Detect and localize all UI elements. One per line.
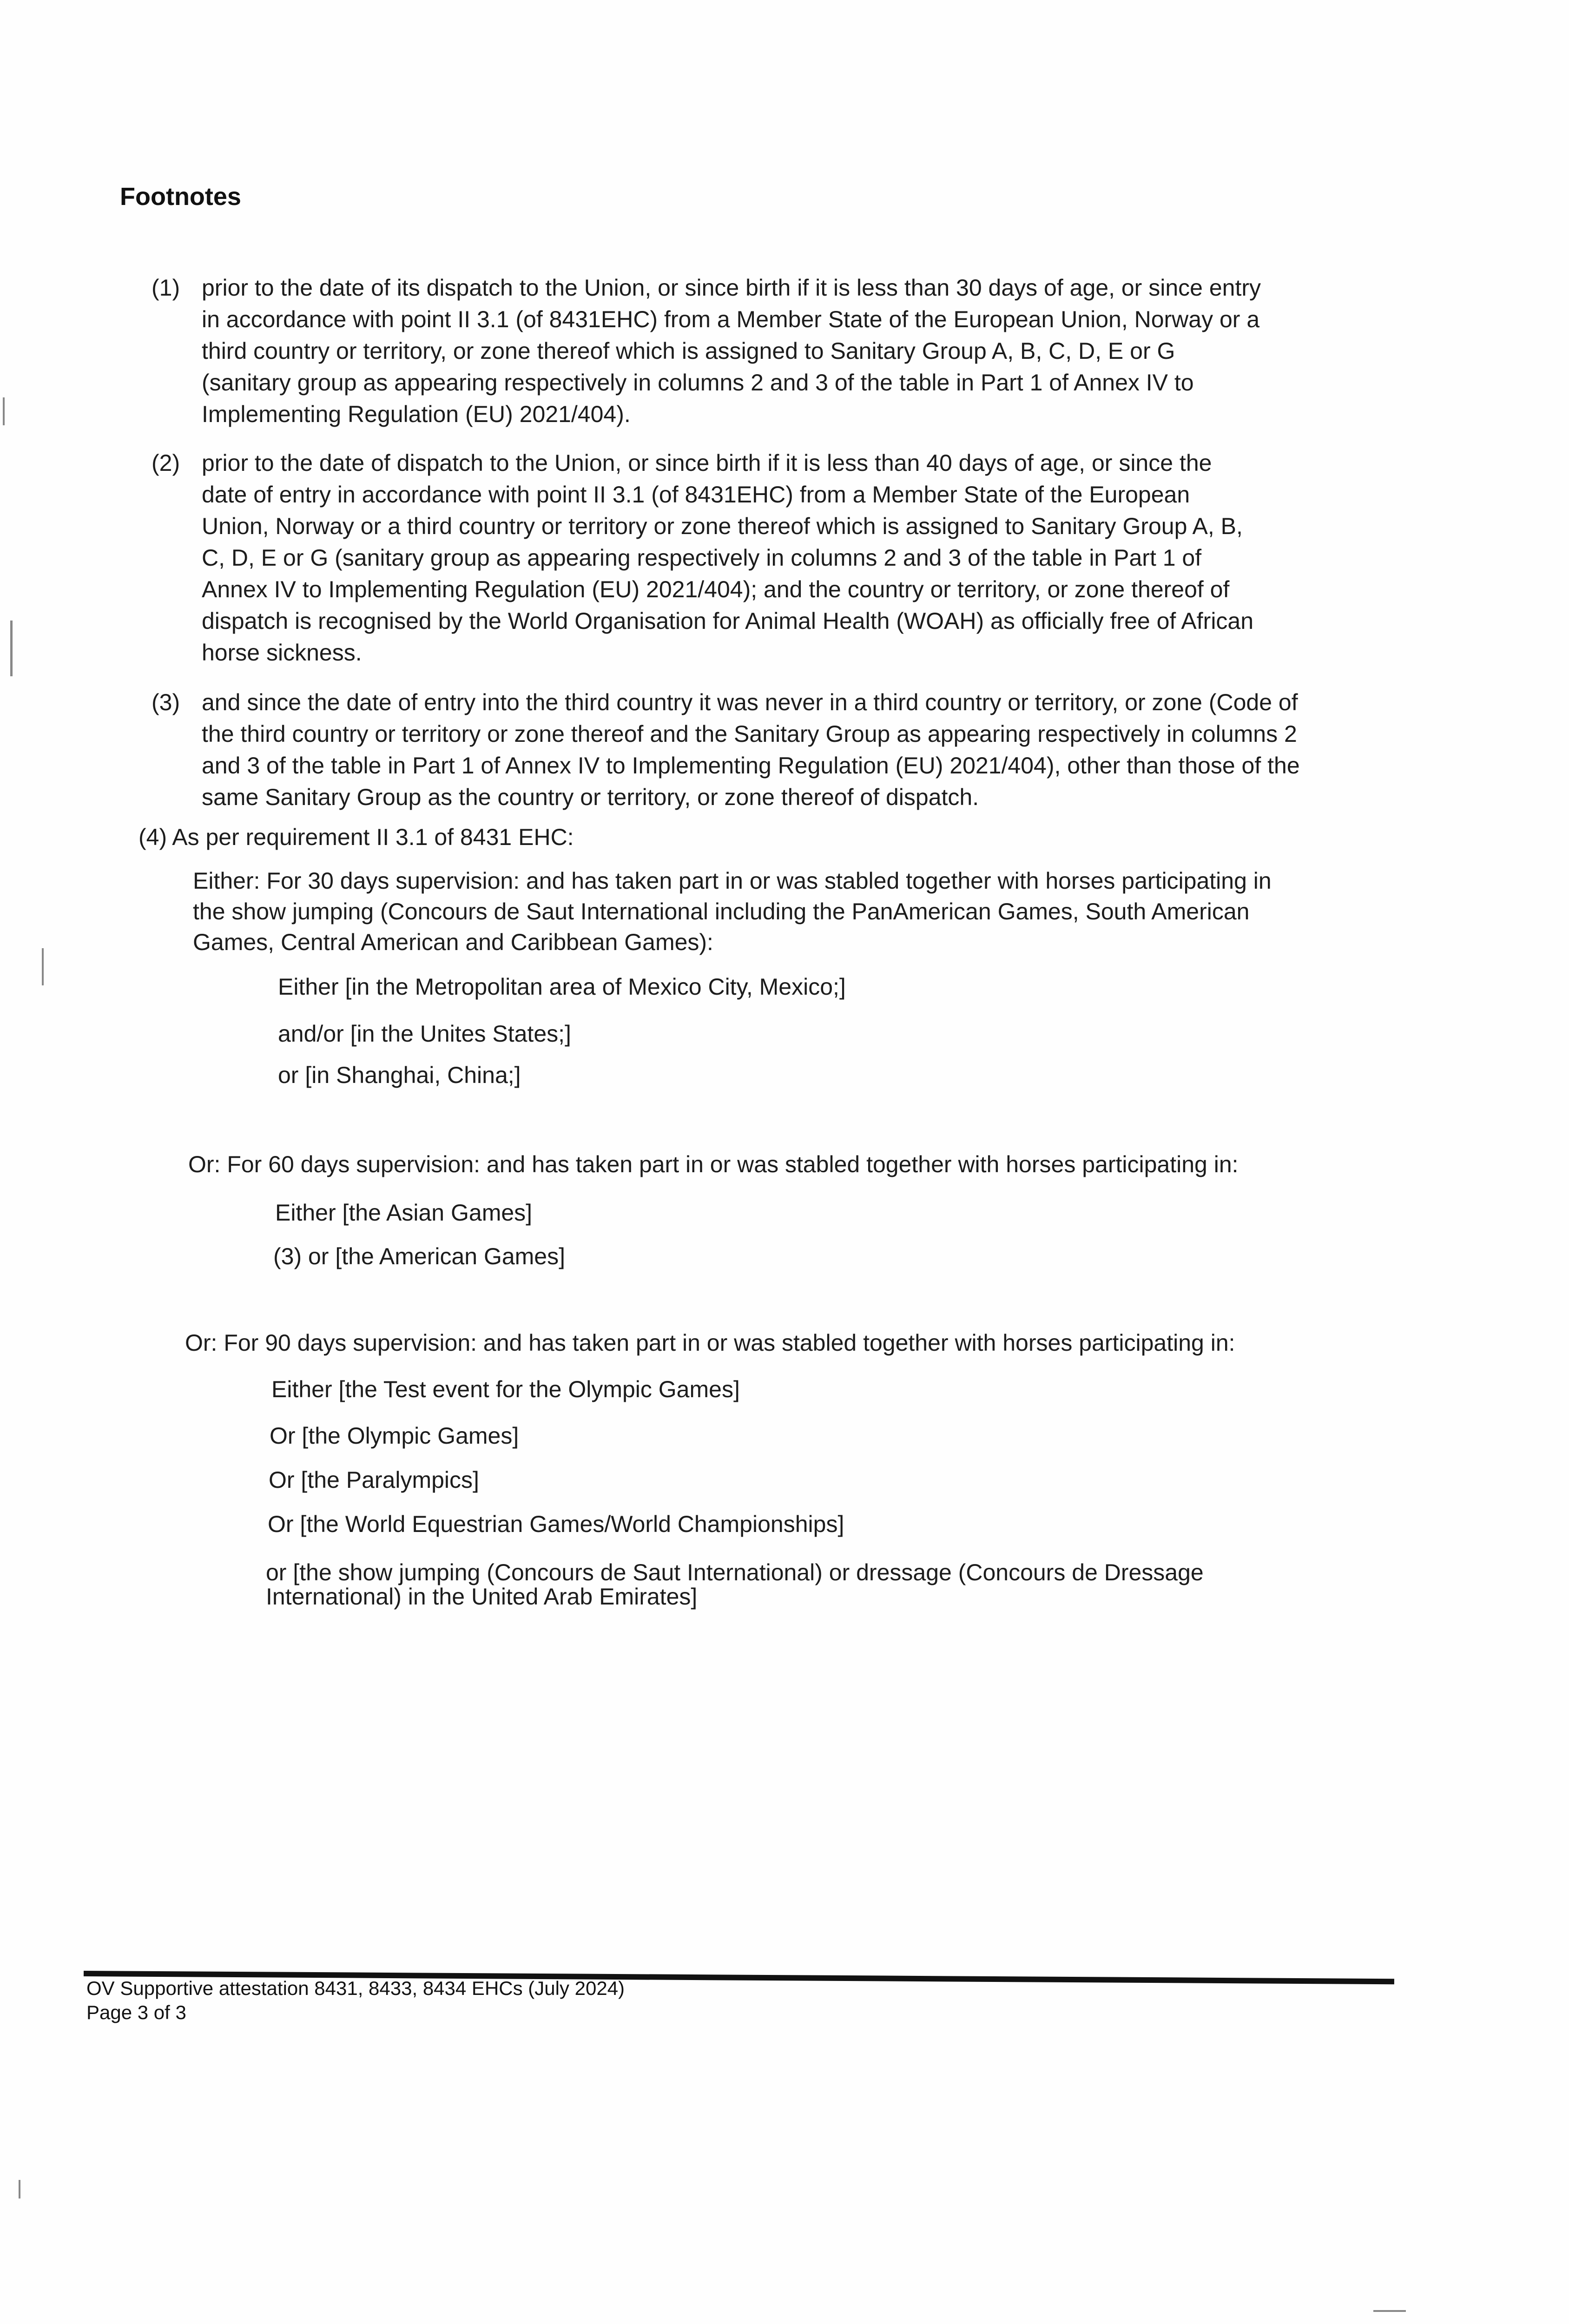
option-30-item-2: and/or [in the Unites States;]: [278, 1021, 571, 1047]
option-90-item-3: Or [the Paralympics]: [269, 1467, 479, 1493]
footnote-line: prior to the date of dispatch to the Union, or since birth if it is less than 40 days of age, or since the: [202, 450, 1212, 476]
option-line: Games, Central American and Caribbean Games):: [193, 929, 713, 955]
scan-mark: [3, 397, 5, 425]
footnote-line: prior to the date of its dispatch to the Union, or since birth if it is less than 30 days of age, or since entry: [202, 275, 1261, 301]
option-30-item-3: or [in Shanghai, China;]: [278, 1062, 521, 1088]
footnote-line: Annex IV to Implementing Regulation (EU) 2021/404); and the country or territory, or zone thereof of: [202, 576, 1230, 602]
option-30-item-1: Either [in the Metropolitan area of Mexico City, Mexico;]: [278, 974, 846, 1000]
footnote-line: horse sickness.: [202, 640, 362, 666]
footnote-line: third country or territory, or zone thereof which is assigned to Sanitary Group A, B, C, D, E or G: [202, 338, 1175, 364]
scan-mark: [10, 621, 13, 676]
scan-mark: [42, 948, 44, 985]
footnote-line: dispatch is recognised by the World Organisation for Animal Health (WOAH) as officially free of African: [202, 608, 1254, 634]
option-60-days: Or: For 60 days supervision: and has taken part in or was stabled together with horses participating in:: [188, 1151, 1239, 1177]
footnote-number: (3): [152, 689, 180, 715]
footnote-line: and since the date of entry into the third country it was never in a third country or territory, or zone (Code of: [202, 689, 1298, 715]
footnote-line: in accordance with point II 3.1 (of 8431EHC) from a Member State of the European Union, Norway or a: [202, 306, 1260, 332]
option-90-item-1: Either [the Test event for the Olympic Games]: [271, 1376, 740, 1402]
footnote-line: Implementing Regulation (EU) 2021/404).: [202, 401, 631, 427]
option-90-days: Or: For 90 days supervision: and has taken part in or was stabled together with horses participating in:: [185, 1330, 1235, 1356]
page-heading: Footnotes: [120, 183, 241, 211]
footnote-number: (1): [152, 275, 180, 301]
footer-attestation: OV Supportive attestation 8431, 8433, 8434 EHCs (July 2024): [86, 1977, 625, 1999]
footnote-line: Union, Norway or a third country or territory or zone thereof which is assigned to Sanitary Group A, B,: [202, 513, 1243, 539]
footnote-line: and 3 of the table in Part 1 of Annex IV to Implementing Regulation (EU) 2021/404), other than those of the: [202, 753, 1300, 779]
option-60-item-1: Either [the Asian Games]: [275, 1200, 533, 1226]
option-line: or [the show jumping (Concours de Saut International) or dressage (Concours de Dressage: [266, 1559, 1204, 1585]
option-60-item-2: (3) or [the American Games]: [273, 1243, 566, 1269]
footnote-1: [153, 272, 1445, 430]
option-30-days: [193, 865, 1383, 957]
footnote-2: [153, 447, 1445, 668]
footnote-line: (sanitary group as appearing respectively in columns 2 and 3 of the table in Part 1 of Annex IV to: [202, 370, 1194, 396]
option-90-item-4: Or [the World Equestrian Games/World Championships]: [268, 1511, 844, 1537]
footnote-line: the third country or territory or zone thereof and the Sanitary Group as appearing respectively in columns 2: [202, 721, 1297, 747]
footnote-line: same Sanitary Group as the country or territory, or zone thereof of dispatch.: [202, 784, 979, 810]
option-90-item-5: [266, 1557, 1400, 1612]
option-line: International) in the United Arab Emirates]: [266, 1584, 698, 1610]
footnote-4-label: (4) As per requirement II 3.1 of 8431 EHC:: [138, 824, 574, 850]
scan-mark: [1373, 2310, 1406, 2312]
footnote-line: C, D, E or G (sanitary group as appearing respectively in columns 2 and 3 of the table in Part 1 of: [202, 545, 1202, 571]
option-line: Either: For 30 days supervision: and has taken part in or was stabled together with horses participating in: [193, 868, 1272, 894]
footnote-line: date of entry in accordance with point II 3.1 (of 8431EHC) from a Member State of the European: [202, 482, 1190, 508]
option-line: the show jumping (Concours de Saut International including the PanAmerican Games, South American: [193, 898, 1250, 924]
scan-mark: [19, 2180, 20, 2199]
footnote-3: [153, 687, 1445, 813]
footer-page-number: Page 3 of 3: [86, 2001, 186, 2023]
option-90-item-2: Or [the Olympic Games]: [270, 1423, 519, 1449]
footnote-number: (2): [152, 450, 180, 476]
